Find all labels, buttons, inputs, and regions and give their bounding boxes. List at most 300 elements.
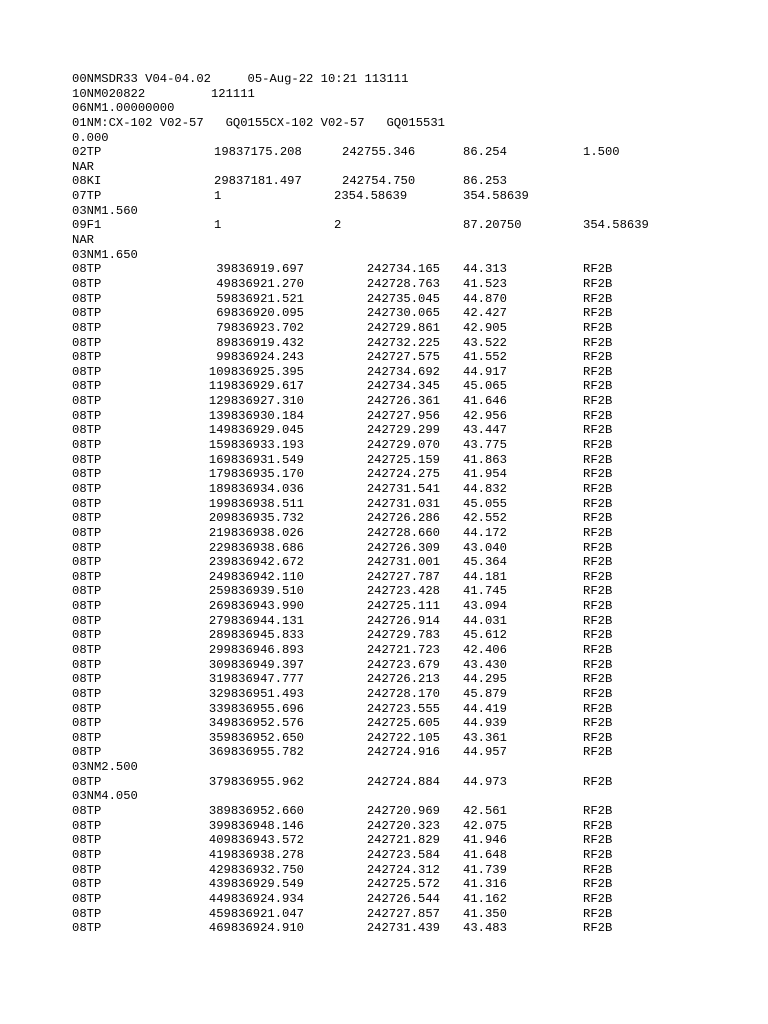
- record-code: 08TP: [72, 291, 102, 306]
- record-code: 08TP: [72, 408, 102, 423]
- target-code: RF2B: [583, 467, 613, 482]
- height-field: 42.905: [463, 320, 507, 335]
- height-field: 41.316: [463, 877, 507, 892]
- angle-field: 242723.428: [366, 584, 440, 599]
- record-code: 08TP: [72, 657, 102, 672]
- point-distance-field: 49836921.270: [216, 276, 304, 291]
- angle-field: 242728.170: [366, 686, 440, 701]
- instrument-height-line: 03NM2.500: [72, 760, 138, 775]
- record-field: 19837175.208: [214, 145, 302, 160]
- target-code: RF2B: [583, 540, 613, 555]
- height-field: 42.406: [463, 642, 507, 657]
- height-field: 44.295: [463, 672, 507, 687]
- record-code: 08TP: [72, 730, 102, 745]
- observation-row: [72, 482, 692, 497]
- observation-row: [72, 848, 692, 863]
- angle-field: 242721.723: [366, 642, 440, 657]
- record-code: 08TP: [72, 847, 102, 862]
- record-field: 2354.58639: [334, 189, 408, 204]
- angle-field: 242726.914: [366, 613, 440, 628]
- observation-row: [72, 497, 692, 512]
- height-field: 43.775: [463, 438, 507, 453]
- record-code: 08TP: [72, 686, 102, 701]
- point-distance-field: 159836933.193: [208, 438, 304, 453]
- point-distance-field: 199836938.511: [208, 496, 304, 511]
- target-code: RF2B: [583, 438, 613, 453]
- target-code: RF2B: [583, 496, 613, 511]
- point-distance-field: 399836948.146: [208, 818, 304, 833]
- target-code: RF2B: [583, 262, 613, 277]
- angle-field: 242722.105: [366, 730, 440, 745]
- height-field: 43.361: [463, 730, 507, 745]
- instrument-height-line: 03NM4.050: [72, 789, 138, 804]
- point-distance-field: 339836955.696: [208, 701, 304, 716]
- observation-row: [72, 804, 692, 819]
- angle-field: 242734.345: [366, 379, 440, 394]
- target-code: RF2B: [583, 891, 613, 906]
- point-distance-field: 109836925.395: [208, 364, 304, 379]
- angle-field: 242734.165: [366, 262, 440, 277]
- note-line: NAR: [72, 233, 94, 248]
- record-code: 08TP: [72, 613, 102, 628]
- point-distance-field: 149836929.045: [208, 423, 304, 438]
- height-field: 41.552: [463, 350, 507, 365]
- angle-field: 242726.361: [366, 394, 440, 409]
- record-field: 87.20750: [463, 218, 522, 233]
- height-field: 41.863: [463, 452, 507, 467]
- target-code: RF2B: [583, 364, 613, 379]
- record-code: 08TP: [72, 511, 102, 526]
- observation-row: [72, 555, 692, 570]
- observation-row: [72, 438, 692, 453]
- point-distance-field: 359836952.650: [208, 730, 304, 745]
- record-code: 08TP: [72, 394, 102, 409]
- height-field: 41.646: [463, 394, 507, 409]
- record-code: 08TP: [72, 540, 102, 555]
- point-distance-field: 79836923.702: [216, 320, 304, 335]
- height-field: 44.313: [463, 262, 507, 277]
- angle-field: 242723.584: [366, 847, 440, 862]
- record-code: 08TP: [72, 921, 102, 936]
- point-distance-field: 369836955.782: [208, 745, 304, 760]
- record-field: 242755.346: [342, 145, 416, 160]
- point-distance-field: 459836921.047: [208, 906, 304, 921]
- target-code: RF2B: [583, 379, 613, 394]
- target-code: RF2B: [583, 320, 613, 335]
- target-code: RF2B: [583, 921, 613, 936]
- observation-block-3: [72, 804, 692, 936]
- point-distance-field: 259836939.510: [208, 584, 304, 599]
- point-distance-field: 249836942.110: [208, 569, 304, 584]
- point-distance-field: 419836938.278: [208, 847, 304, 862]
- angle-field: 242725.572: [366, 877, 440, 892]
- record-code: 07TP: [72, 189, 102, 204]
- observation-row: [72, 599, 692, 614]
- target-code: RF2B: [583, 335, 613, 350]
- record-code: 08TP: [72, 525, 102, 540]
- record-code: 02TP: [72, 145, 102, 160]
- record-field: 86.253: [463, 174, 507, 189]
- height-field: 41.739: [463, 862, 507, 877]
- observation-row: [72, 628, 692, 643]
- record-code: 08TP: [72, 350, 102, 365]
- target-code: RF2B: [583, 350, 613, 365]
- target-code: RF2B: [583, 525, 613, 540]
- observation-block-1: [72, 262, 692, 760]
- point-distance-field: 229836938.686: [208, 540, 304, 555]
- observation-row: [72, 570, 692, 585]
- observation-row: [72, 643, 692, 658]
- height-field: 41.745: [463, 584, 507, 599]
- point-distance-field: 69836920.095: [216, 306, 304, 321]
- height-field: 45.612: [463, 628, 507, 643]
- record-field: 29837181.497: [214, 174, 302, 189]
- record-code: 08TP: [72, 804, 102, 819]
- observation-row: [72, 379, 692, 394]
- height-field: 44.957: [463, 745, 507, 760]
- point-distance-field: 139836930.184: [208, 408, 304, 423]
- observation-row: [72, 584, 692, 599]
- target-code: RF2B: [583, 613, 613, 628]
- angle-field: 242724.312: [366, 862, 440, 877]
- point-distance-field: 329836951.493: [208, 686, 304, 701]
- survey-data-listing: [72, 72, 692, 936]
- setup-row: [72, 189, 692, 204]
- observation-row: [72, 921, 692, 936]
- observation-row: [72, 819, 692, 834]
- record-field: 1.500: [583, 145, 620, 160]
- observation-row: [72, 877, 692, 892]
- height-field: 41.350: [463, 906, 507, 921]
- observation-row: [72, 702, 692, 717]
- observation-row: [72, 892, 692, 907]
- observation-row: [72, 731, 692, 746]
- target-code: RF2B: [583, 511, 613, 526]
- record-field: 2: [334, 218, 342, 233]
- target-code: RF2B: [583, 481, 613, 496]
- target-code: RF2B: [583, 291, 613, 306]
- record-code: 08TP: [72, 774, 102, 789]
- observation-row: [72, 423, 692, 438]
- record-code: 08TP: [72, 335, 102, 350]
- record-code: 08TP: [72, 452, 102, 467]
- record-code: 08TP: [72, 642, 102, 657]
- observation-row: [72, 745, 692, 760]
- record-code: 08TP: [72, 262, 102, 277]
- target-code: RF2B: [583, 569, 613, 584]
- header-line: 01NM:CX-102 V02-57 GQ0155CX-102 V02-57 GQ015531: [72, 115, 445, 130]
- record-code: 08TP: [72, 833, 102, 848]
- record-field: 1: [214, 189, 222, 204]
- target-code: RF2B: [583, 906, 613, 921]
- target-code: RF2B: [583, 423, 613, 438]
- height-field: 41.523: [463, 276, 507, 291]
- point-distance-field: 179836935.170: [208, 467, 304, 482]
- record-code: 08TP: [72, 481, 102, 496]
- note-line: 03NM1.560: [72, 203, 138, 218]
- record-code: 08TP: [72, 320, 102, 335]
- point-distance-field: 89836919.432: [216, 335, 304, 350]
- point-distance-field: 129836927.310: [208, 394, 304, 409]
- target-code: RF2B: [583, 774, 613, 789]
- point-distance-field: 439836929.549: [208, 877, 304, 892]
- angle-field: 242730.065: [366, 306, 440, 321]
- point-distance-field: 239836942.672: [208, 555, 304, 570]
- angle-field: 242727.956: [366, 408, 440, 423]
- height-field: 44.973: [463, 774, 507, 789]
- angle-field: 242734.692: [366, 364, 440, 379]
- point-distance-field: 389836952.660: [208, 804, 304, 819]
- observation-row: [72, 306, 692, 321]
- angle-field: 242731.541: [366, 481, 440, 496]
- point-distance-field: 429836932.750: [208, 862, 304, 877]
- record-code: 08TP: [72, 745, 102, 760]
- target-code: RF2B: [583, 730, 613, 745]
- header-line: 06NM1.00000000: [72, 101, 175, 116]
- setup-row: [72, 218, 692, 233]
- angle-field: 242724.916: [366, 745, 440, 760]
- target-code: RF2B: [583, 701, 613, 716]
- angle-field: 242725.111: [366, 599, 440, 614]
- record-code: 08TP: [72, 379, 102, 394]
- setup-row: [72, 174, 692, 189]
- observation-row: [72, 321, 692, 336]
- angle-field: 242727.857: [366, 906, 440, 921]
- record-code: 08TP: [72, 584, 102, 599]
- observation-row: [72, 526, 692, 541]
- record-field: 1: [214, 218, 222, 233]
- observation-row: [72, 467, 692, 482]
- observation-block-2: [72, 775, 692, 790]
- height-field: 45.364: [463, 555, 507, 570]
- point-distance-field: 449836924.934: [208, 891, 304, 906]
- record-code: 08TP: [72, 891, 102, 906]
- note-line: 03NM1.650: [72, 247, 138, 262]
- angle-field: 242723.555: [366, 701, 440, 716]
- height-field: 44.939: [463, 716, 507, 731]
- angle-field: 242731.439: [366, 921, 440, 936]
- angle-field: 242726.544: [366, 891, 440, 906]
- record-field: 354.58639: [463, 189, 529, 204]
- observation-row: [72, 292, 692, 307]
- height-field: 43.447: [463, 423, 507, 438]
- angle-field: 242724.275: [366, 467, 440, 482]
- target-code: RF2B: [583, 276, 613, 291]
- height-field: 42.427: [463, 306, 507, 321]
- point-distance-field: 119836929.617: [208, 379, 304, 394]
- point-distance-field: 379836955.962: [208, 774, 304, 789]
- target-code: RF2B: [583, 452, 613, 467]
- header-line: 00NMSDR33 V04-04.02 05-Aug-22 10:21 113111: [72, 72, 409, 86]
- target-code: RF2B: [583, 306, 613, 321]
- angle-field: 242727.575: [366, 350, 440, 365]
- point-distance-field: 189836934.036: [208, 481, 304, 496]
- angle-field: 242720.969: [366, 804, 440, 819]
- point-distance-field: 99836924.243: [216, 350, 304, 365]
- record-code: 08TP: [72, 599, 102, 614]
- point-distance-field: 299836946.893: [208, 642, 304, 657]
- observation-row: [72, 350, 692, 365]
- height-field: 45.879: [463, 686, 507, 701]
- record-field: 354.58639: [583, 218, 649, 233]
- record-code: 08TP: [72, 672, 102, 687]
- record-code: 08TP: [72, 306, 102, 321]
- point-distance-field: 319836947.777: [208, 672, 304, 687]
- point-distance-field: 279836944.131: [208, 613, 304, 628]
- height-field: 44.031: [463, 613, 507, 628]
- target-code: RF2B: [583, 804, 613, 819]
- target-code: RF2B: [583, 716, 613, 731]
- target-code: RF2B: [583, 408, 613, 423]
- angle-field: 242726.309: [366, 540, 440, 555]
- observation-row: [72, 716, 692, 731]
- angle-field: 242721.829: [366, 833, 440, 848]
- target-code: RF2B: [583, 833, 613, 848]
- observation-row: [72, 672, 692, 687]
- observation-row: [72, 262, 692, 277]
- angle-field: 242728.763: [366, 276, 440, 291]
- record-code: 08TP: [72, 716, 102, 731]
- record-code: 08TP: [72, 701, 102, 716]
- height-field: 44.870: [463, 291, 507, 306]
- record-code: 08TP: [72, 276, 102, 291]
- point-distance-field: 59836921.521: [216, 291, 304, 306]
- height-field: 43.430: [463, 657, 507, 672]
- record-code: 08TP: [72, 877, 102, 892]
- point-distance-field: 219836938.026: [208, 525, 304, 540]
- observation-row: [72, 336, 692, 351]
- target-code: RF2B: [583, 642, 613, 657]
- record-code: 08TP: [72, 496, 102, 511]
- height-field: 44.917: [463, 364, 507, 379]
- angle-field: 242731.031: [366, 496, 440, 511]
- record-code: 08TP: [72, 438, 102, 453]
- angle-field: 242728.660: [366, 525, 440, 540]
- height-field: 44.419: [463, 701, 507, 716]
- point-distance-field: 289836945.833: [208, 628, 304, 643]
- record-code: 09F1: [72, 218, 102, 233]
- point-distance-field: 269836943.990: [208, 599, 304, 614]
- angle-field: 242724.884: [366, 774, 440, 789]
- height-field: 41.946: [463, 833, 507, 848]
- observation-row: [72, 409, 692, 424]
- angle-field: 242725.605: [366, 716, 440, 731]
- observation-row: [72, 863, 692, 878]
- record-code: 08TP: [72, 467, 102, 482]
- angle-field: 242726.286: [366, 511, 440, 526]
- height-field: 44.832: [463, 481, 507, 496]
- observation-row: [72, 541, 692, 556]
- record-code: 08TP: [72, 818, 102, 833]
- height-field: 43.094: [463, 599, 507, 614]
- header-line: 10NM020822 121111: [72, 86, 255, 101]
- observation-row: [72, 365, 692, 380]
- target-code: RF2B: [583, 745, 613, 760]
- target-code: RF2B: [583, 555, 613, 570]
- height-field: 41.954: [463, 467, 507, 482]
- height-field: 44.172: [463, 525, 507, 540]
- height-field: 42.561: [463, 804, 507, 819]
- angle-field: 242729.070: [366, 438, 440, 453]
- target-code: RF2B: [583, 584, 613, 599]
- record-code: 08TP: [72, 423, 102, 438]
- observation-row: [72, 277, 692, 292]
- height-field: 43.483: [463, 921, 507, 936]
- observation-row: [72, 394, 692, 409]
- angle-field: 242729.861: [366, 320, 440, 335]
- target-code: RF2B: [583, 657, 613, 672]
- record-code: 08TP: [72, 569, 102, 584]
- point-distance-field: 309836949.397: [208, 657, 304, 672]
- angle-field: 242725.159: [366, 452, 440, 467]
- observation-row: [72, 658, 692, 673]
- record-field: 242754.750: [342, 174, 416, 189]
- observation-row: [72, 453, 692, 468]
- record-code: 08TP: [72, 906, 102, 921]
- observation-row: [72, 687, 692, 702]
- angle-field: 242732.225: [366, 335, 440, 350]
- point-distance-field: 469836924.910: [208, 921, 304, 936]
- point-distance-field: 409836943.572: [208, 833, 304, 848]
- target-code: RF2B: [583, 847, 613, 862]
- target-code: RF2B: [583, 862, 613, 877]
- angle-field: 242729.783: [366, 628, 440, 643]
- angle-field: 242735.045: [366, 291, 440, 306]
- angle-field: 242727.787: [366, 569, 440, 584]
- record-code: 08TP: [72, 628, 102, 643]
- target-code: RF2B: [583, 628, 613, 643]
- point-distance-field: 209836935.732: [208, 511, 304, 526]
- note-line: NAR: [72, 159, 94, 174]
- height-field: 45.065: [463, 379, 507, 394]
- record-code: 08KI: [72, 174, 102, 189]
- height-field: 42.552: [463, 511, 507, 526]
- angle-field: 242731.001: [366, 555, 440, 570]
- target-code: RF2B: [583, 877, 613, 892]
- angle-field: 242723.679: [366, 657, 440, 672]
- angle-field: 242729.299: [366, 423, 440, 438]
- target-code: RF2B: [583, 394, 613, 409]
- observation-row: [72, 775, 692, 790]
- record-code: 08TP: [72, 555, 102, 570]
- point-distance-field: 39836919.697: [216, 262, 304, 277]
- record-code: 08TP: [72, 862, 102, 877]
- height-field: 43.040: [463, 540, 507, 555]
- height-field: 41.648: [463, 847, 507, 862]
- target-code: RF2B: [583, 599, 613, 614]
- target-code: RF2B: [583, 818, 613, 833]
- record-field: 86.254: [463, 145, 507, 160]
- height-field: 41.162: [463, 891, 507, 906]
- height-field: 43.522: [463, 335, 507, 350]
- record-code: 08TP: [72, 364, 102, 379]
- height-field: 44.181: [463, 569, 507, 584]
- angle-field: 242720.323: [366, 818, 440, 833]
- setup-row: [72, 145, 692, 160]
- height-field: 45.055: [463, 496, 507, 511]
- observation-row: [72, 833, 692, 848]
- target-code: RF2B: [583, 686, 613, 701]
- height-field: 42.956: [463, 408, 507, 423]
- angle-field: 242726.213: [366, 672, 440, 687]
- header-line: 0.000: [72, 130, 109, 145]
- point-distance-field: 169836931.549: [208, 452, 304, 467]
- point-distance-field: 349836952.576: [208, 716, 304, 731]
- observation-row: [72, 907, 692, 922]
- observation-row: [72, 511, 692, 526]
- target-code: RF2B: [583, 672, 613, 687]
- height-field: 42.075: [463, 818, 507, 833]
